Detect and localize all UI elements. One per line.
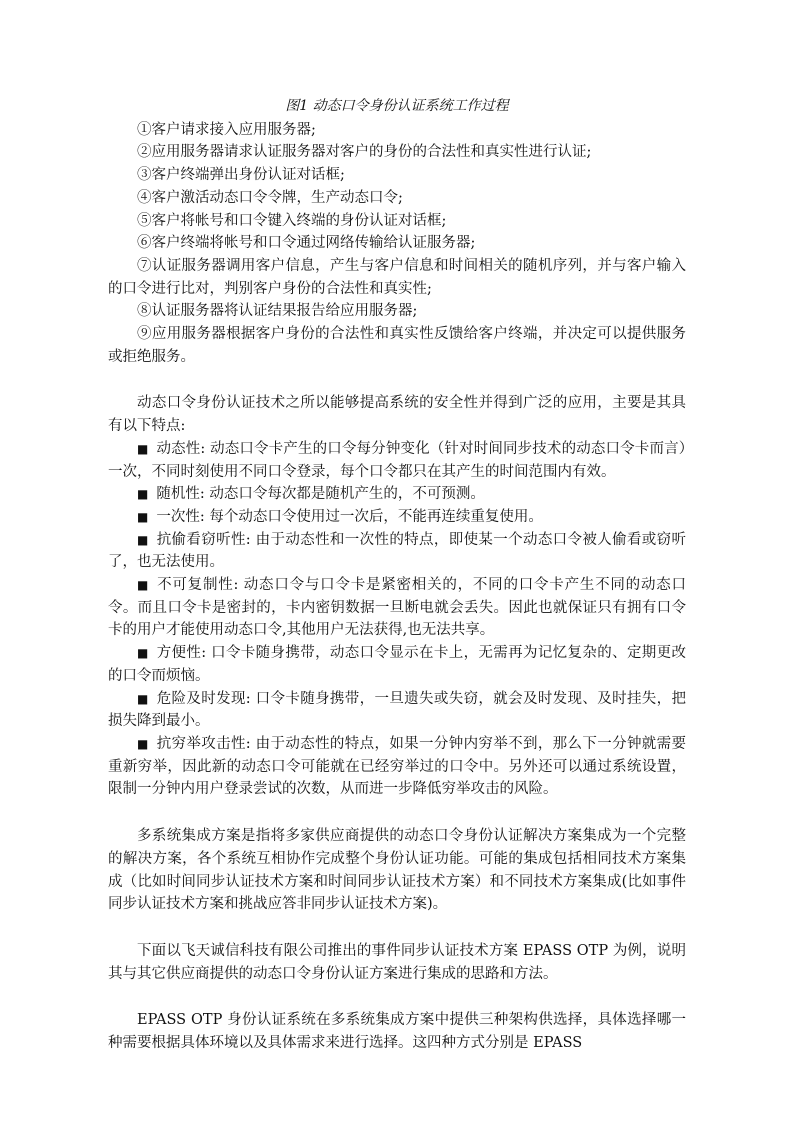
feature-text: 不可复制性: 动态口令与口令卡是紧密相关的，不同的口令卡产生不同的动态口令。而且口令卡是密封的，卡内密钥数据一旦断电就会丢失。因此也就保证只有拥有口令卡的用户才能使用动态口令,其他用户无法获得,也无法共享。 bbox=[108, 577, 686, 639]
feature-item bbox=[108, 506, 686, 529]
feature-item bbox=[108, 438, 686, 483]
feature-list bbox=[108, 438, 686, 801]
step-4: ④客户激活动态口令令牌，生产动态口令; bbox=[137, 189, 403, 206]
feature-text: 随机性: 动态口令每次都是随机产生的，不可预测。 bbox=[156, 486, 485, 503]
bullet-square-icon: ■ bbox=[137, 736, 149, 751]
bullet-square-icon: ■ bbox=[137, 487, 149, 502]
step-8: ⑧认证服务器将认证结果报告给应用服务器; bbox=[137, 303, 418, 320]
feature-text: 方便性: 口令卡随身携带，动态口令显示在卡上，无需再为记忆复杂的、定期更改的口令而烦恼。 bbox=[108, 645, 686, 684]
step-6: ⑥客户终端将帐号和口令通过网络传输给认证服务器; bbox=[137, 235, 476, 252]
features-intro: 动态口令身份认证技术之所以能够提高系统的安全性并得到广泛的应用，主要是其具有以下特点: bbox=[108, 395, 686, 435]
feature-item bbox=[108, 529, 686, 574]
feature-item bbox=[108, 574, 686, 642]
bullet-square-icon: ■ bbox=[137, 578, 150, 593]
step-2: ②应用服务器请求认证服务器对客户的身份的合法性和真实性进行认证; bbox=[137, 144, 592, 161]
workflow-steps bbox=[108, 119, 686, 369]
bullet-square-icon: ■ bbox=[137, 509, 149, 524]
step-7: ⑦认证服务器调用客户信息，产生与客户信息和时间相关的随机序列，并与客户输入的口令进行比对，判别客户身份的合法性和真实性; bbox=[108, 257, 686, 297]
step-3: ③客户终端弹出身份认证对话框; bbox=[137, 167, 345, 184]
feature-text: 危险及时发现: 口令卡随身携带，一旦遗失或失窃，就会及时发现、及时挂失，把损失降到最小。 bbox=[108, 690, 686, 730]
step-5: ⑤客户将帐号和口令键入终端的身份认证对话框; bbox=[137, 212, 447, 229]
feature-item bbox=[108, 688, 686, 733]
step-1: ①客户请求接入应用服务器; bbox=[137, 121, 316, 138]
bullet-square-icon: ■ bbox=[137, 532, 149, 547]
feature-text: 抗穷举攻击性: 由于动态性的特点，如果一分钟内穷举不到，那么下一分钟就需要重新穷举，因此新的动态口令可能就在已经穷举过的口令中。另外还可以通过系统设置，限制一分钟内用户登录尝试的次数，从而进一步降低穷举攻击的风险。 bbox=[108, 735, 686, 798]
feature-item bbox=[108, 733, 686, 801]
spacer bbox=[108, 916, 686, 940]
bullet-square-icon: ■ bbox=[137, 646, 149, 661]
feature-item bbox=[108, 642, 686, 687]
spacer bbox=[108, 368, 686, 392]
example-paragraph: 下面以飞天诚信科技有限公司推出的事件同步认证技术方案 EPASS OTP 为例，说明其与其它供应商提供的动态口令身份认证方案进行集成的思路和方法。 bbox=[108, 942, 686, 982]
feature-text: 一次性: 每个动态口令使用过一次后，不能再连续重复使用。 bbox=[156, 508, 543, 525]
step-9: ⑨应用服务器根据客户身份的合法性和真实性反馈给客户终端，并决定可以提供服务或拒绝服务。 bbox=[108, 326, 686, 365]
bullet-square-icon: ■ bbox=[137, 441, 149, 456]
spacer bbox=[108, 985, 686, 1009]
spacer bbox=[108, 801, 686, 825]
bullet-square-icon: ■ bbox=[137, 691, 149, 706]
document-page bbox=[108, 95, 686, 1055]
figure-caption: 图1 动态口令身份认证系统工作过程 bbox=[285, 98, 509, 114]
feature-item bbox=[108, 483, 686, 506]
epass-paragraph: EPASS OTP 身份认证系统在多系统集成方案中提供三种架构供选择，具体选择哪一种需要根据具体环境以及具体需求来进行选择。这四种方式分别是 EPASS bbox=[108, 1012, 686, 1052]
feature-text: 动态性: 动态口令卡产生的口令每分钟变化（针对时间同步技术的动态口令卡而言）一次，不同时刻使用不同口令登录，每个口令都只在其产生的时间范围内有效。 bbox=[108, 440, 686, 480]
integration-paragraph: 多系统集成方案是指将多家供应商提供的动态口令身份认证解决方案集成为一个完整的解决方案，各个系统互相协作完成整个身份认证功能。可能的集成包括相同技术方案集成（比如时间同步认证技术方案和时间同步认证技术方案）和不同技术方案集成(比如事件同步认证技术方案和挑战应答非同步认证技术方案)。 bbox=[108, 828, 686, 913]
feature-text: 抗偷看窃听性: 由于动态性和一次性的特点，即使某一个动态口令被人偷看或窃听了，也无法使用。 bbox=[108, 531, 686, 571]
